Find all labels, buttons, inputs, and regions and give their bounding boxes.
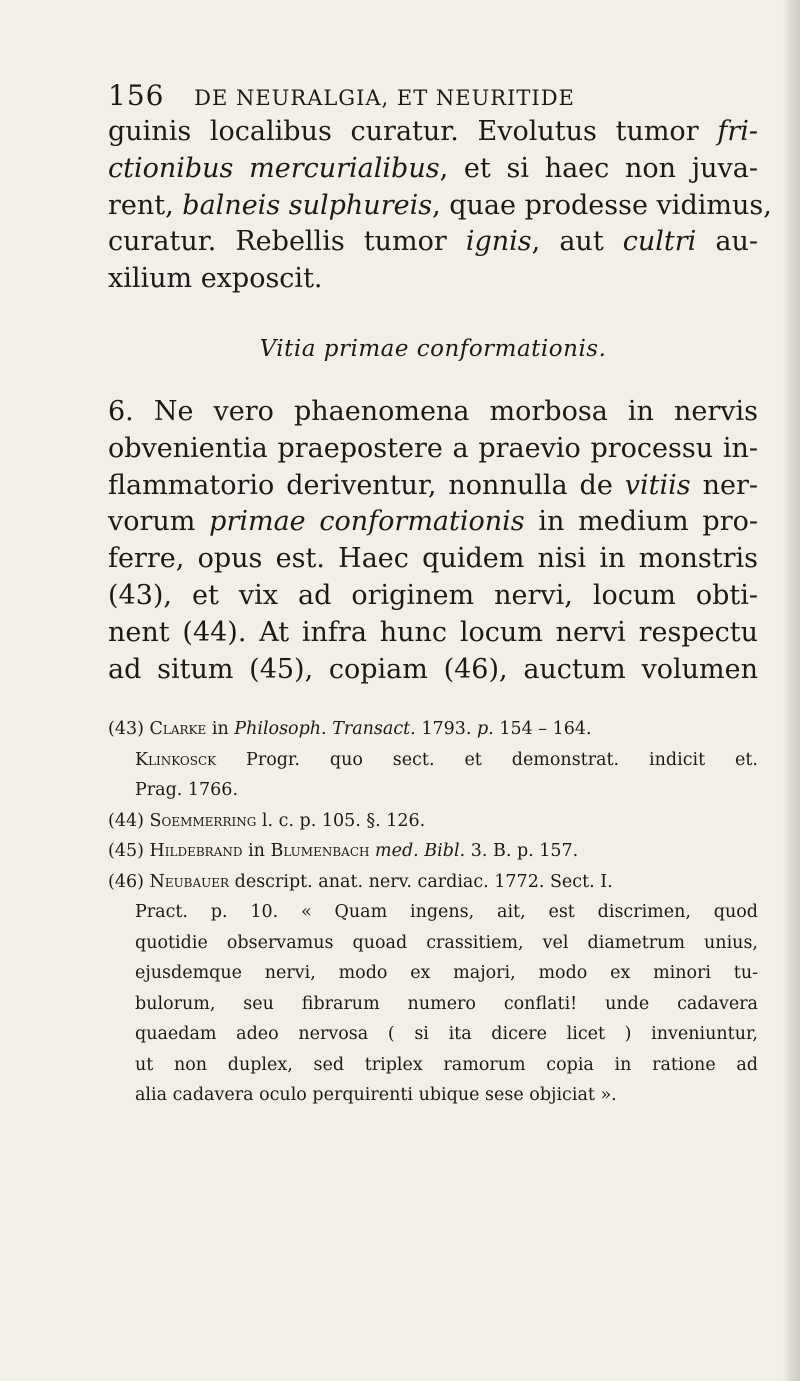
text-line: rent, balneis sulphureis, quae prodesse vidimus,	[108, 189, 772, 221]
footnote-46-line: Pract. p. 10. « Quam ingens, ait, est discrimen, quod	[135, 902, 758, 923]
footnote-45: (45) Hildebrand in Blumenbach med. Bibl. 3. B. p. 157.	[108, 841, 579, 862]
footnote-46: (46) Neubauer descript. anat. nerv. cardiac. 1772. Sect. I.	[108, 871, 613, 892]
text-line: ctionibus mercurialibus, et si haec non juva-	[108, 152, 759, 184]
text-line: 6. Ne vero phaenomena morbosa in nervis	[108, 395, 758, 427]
running-title: DE NEURALGIA, ET NEURITIDE	[194, 86, 575, 110]
footnote-46-line: alia cadavera oculo perquirenti ubique sese objiciat ».	[135, 1085, 617, 1106]
footnote-43-line: Klinkosck Progr. quo sect. et demonstrat. indicit et.	[135, 749, 758, 770]
section-heading: Vitia primae conformationis.	[259, 335, 607, 362]
footnote-46-line: quaedam adeo nervosa ( si ita dicere licet ) inveniuntur,	[135, 1024, 758, 1045]
footnote-46-line: quotidie observamus quoad crassitiem, vel diametrum unius,	[135, 932, 758, 953]
book-page	[108, 78, 772, 1111]
text-line: curatur. Rebellis tumor ignis, aut cultri au-	[108, 226, 758, 258]
footnote-43: (43) Clarke in Philosoph. Transact. 1793. p. 154 – 164.	[108, 719, 592, 740]
page-number: 156	[108, 79, 165, 112]
text-line: ad situm (45), copiam (46), auctum volumen	[108, 653, 758, 685]
footnote-44: (44) Soemmerring l. c. p. 105. §. 126.	[108, 810, 426, 831]
paragraph-6	[108, 394, 758, 688]
text-line: obvenientia praepostere a praevio processu in-	[108, 432, 758, 464]
text-line: ferre, opus est. Haec quidem nisi in monstris	[108, 543, 758, 575]
footnote-46-line: ut non duplex, sed triplex ramorum copia in ratione ad	[135, 1054, 758, 1075]
text-line: nent (44). At infra hunc locum nervi respectu	[108, 616, 758, 648]
footnote-46-line: ejusdemque nervi, modo ex majori, modo ex minori tu-	[135, 963, 758, 984]
footnotes	[108, 714, 758, 1111]
text-line: xilium exposcit.	[108, 263, 323, 295]
page-edge-shadow	[782, 0, 800, 1381]
text-line: guinis localibus curatur. Evolutus tumor fri-	[108, 116, 758, 147]
footnote-43-line: Prag. 1766.	[135, 780, 239, 801]
footnote-46-line: bulorum, seu fibrarum numero conflati! unde cadavera	[135, 993, 758, 1014]
running-header	[108, 78, 758, 114]
text-line: (43), et vix ad originem nervi, locum obti-	[108, 579, 758, 611]
text-line: vorum primae conformationis in medium pro-	[108, 506, 758, 538]
text-line: flammatorio deriventur, nonnulla de vitiis ner-	[108, 469, 758, 501]
paragraph-top	[108, 114, 772, 298]
